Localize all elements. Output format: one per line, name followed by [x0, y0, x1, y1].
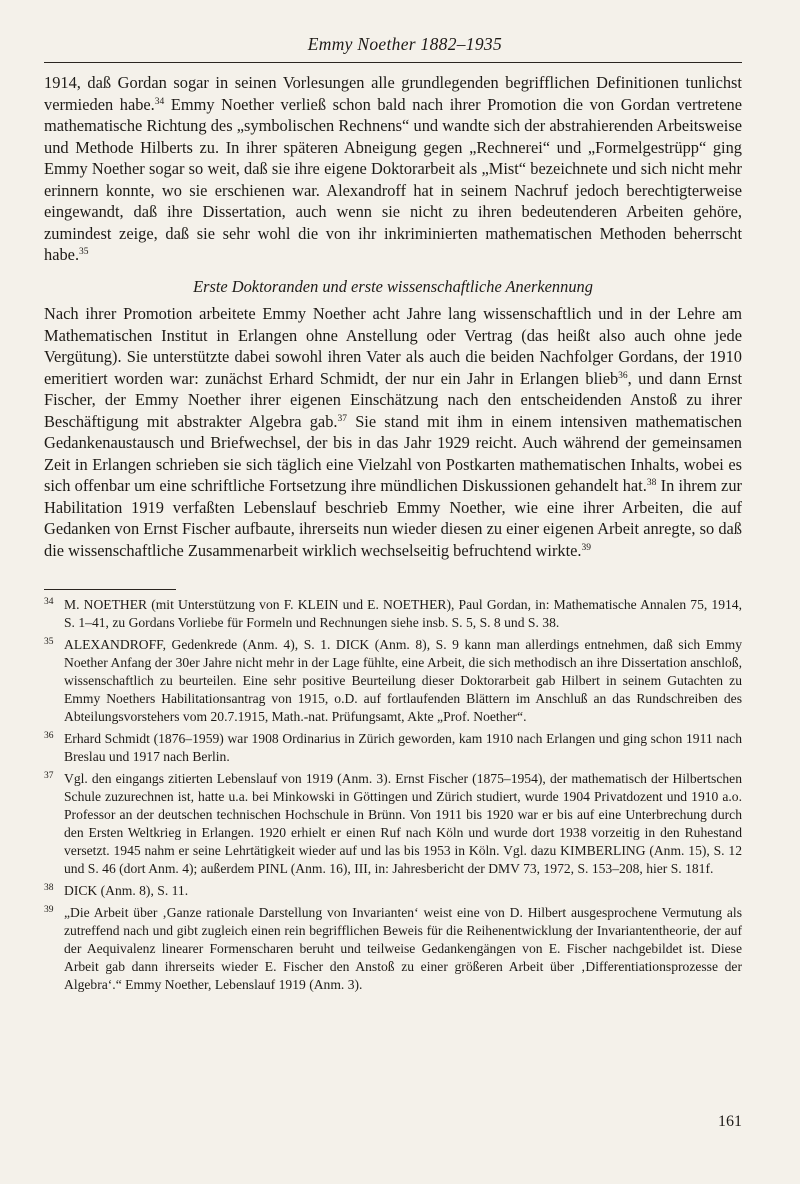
paragraph-text: , und dann Ernst Fischer, der Emmy Noether ihrer eigenen Einschätzung nach den entscheidenden Anstoß zu ihrer Beschäftigung mit abstrakter Algebra gab. — [44, 368, 742, 431]
page-number: 161 — [718, 1113, 742, 1130]
main-text — [44, 72, 742, 561]
footnote — [44, 730, 742, 766]
header-rule — [44, 62, 742, 63]
paragraph-text: Nach ihrer Promotion arbeitete Emmy Noether acht Jahre lang wissenschaftlich und in der Lehre am Mathematischen Institut in Erlangen ohne Anstellung oder Vertrag (das heißt also auch ohne jede Vergütung). Sie unterstützte dabei sowohl ihren Vater als auch die beiden Nachfolger Gordans, der 1910 emeritiert worden war: zunächst Erhard Schmidt, der nur ein Jahr in Erlangen blieb — [44, 304, 742, 388]
footnote-number: 34 — [44, 597, 54, 607]
footnote-ref[interactable]: 36 — [618, 370, 628, 381]
footnote — [44, 882, 742, 900]
footnote — [44, 770, 742, 878]
paragraph — [44, 72, 742, 266]
paragraph-text: Sie stand mit ihm in einem intensiven mathematischen Gedankenaustausch und Briefwechsel, der bis in das Jahr 1929 reicht. Auch während der gemeinsamen Zeit in Erlangen schrieben sie sich täglich eine Vielzahl von Postkarten mathematischen Inhalts, wobei es sich offenbar um eine schriftliche Fortsetzung ihre mündlichen Diskussionen gehandelt hat. — [44, 411, 742, 495]
footnote — [44, 596, 742, 632]
footnote — [44, 636, 742, 726]
footnote-text: DICK (Anm. 8), S. 11. — [64, 883, 189, 898]
section-heading: Erste Doktoranden und erste wissenschaftliche Anerkennung — [193, 276, 593, 296]
footnote-number: 35 — [44, 637, 54, 647]
footnote-number: 38 — [44, 883, 54, 893]
running-head — [44, 34, 742, 55]
paragraph-text: In ihrem zur Habilitation 1919 verfaßten Lebenslauf beschrieb Emmy Noether, wie eine ihrer Arbeiten, die auf Gedanken von Ernst Fischer aufbaute, ihrerseits nun wieder diesen zu einer eigenen Arbeit anregte, so daß die wissenschaftliche Zusammenarbeit wirklich wechselseitig befruchtend wirkte. — [44, 476, 742, 560]
footnote-ref[interactable]: 38 — [646, 478, 657, 488]
paragraph-text: 1914, daß Gordan sogar in seinen Vorlesungen alle grundlegenden begrifflichen Definitionen tunlichst vermieden habe. — [44, 73, 742, 114]
footnote-text: Vgl. den eingangs zitierten Lebenslauf von 1919 (Anm. 3). Ernst Fischer (1875–1954), der mathematisch der Hilbertschen Schule zuzurechnen ist, hatte u.a. bei Minkowski in Göttingen und Zürich studiert, wurde 1904 Privatdozent und 1910 a.o. Professor an der deutschen technischen Hochschule in Brünn. Von 1911 bis 1920 war er bis auf eine Unterbrechung durch den Ersten Weltkrieg in Erlangen. 1920 erhielt er einen Ruf nach Köln und wurde dort 1938 vorzeitig in den Ruhestand versetzt. 1945 nahm er seine Lehrtätigkeit wieder auf und las bis 1953 in Köln. Vgl. dazu KIMBERLING (Anm. 15), S. 12 und S. 46 (dort Anm. 4); außerdem PINL (Anm. 16), III, in: Jahresbericht der DMV 73, 1972, S. 153–208, hier S. 181f. — [64, 771, 742, 876]
footnotes — [44, 596, 742, 998]
footnote-ref[interactable]: 37 — [337, 413, 348, 424]
footnote-text: „Die Arbeit über ‚Ganze rationale Darstellung von Invarianten‘ weist eine von D. Hilbert ausgesprochene Vermutung als zutreffend nach und gibt zugleich einen rein begrifflichen Beweis für die Reihenentwicklung der Invariantentheorie, der auf der Aequivalenz linearer Formenscharen beruht und teilweise Gedankengängen von E. Fischer nachgebildet ist. Diese Arbeit gab dann ihrerseits wieder E. Fischer den Anstoß zu einer größeren Arbeit über ‚Differentiationsprozesse der Algebra‘.“ Emmy Noether, Lebenslauf 1919 (Anm. 3). — [64, 905, 742, 992]
footnote-text: Erhard Schmidt (1876–1959) war 1908 Ordinarius in Zürich geworden, kam 1910 nach Erlangen und ging schon 1911 nach Breslau und 1917 nach Berlin. — [64, 731, 742, 764]
running-head-title: Emmy Noether 1882–1935 — [307, 34, 502, 54]
footnote-ref[interactable]: 34 — [154, 96, 165, 107]
footnote-number: 37 — [44, 771, 54, 781]
footnote-ref[interactable]: 35 — [79, 247, 89, 257]
footnote-ref[interactable]: 39 — [581, 542, 592, 553]
footnote-rule — [44, 589, 176, 590]
footnote-number: 36 — [44, 731, 54, 741]
footnote-text: ALEXANDROFF, Gedenkrede (Anm. 4), S. 1. DICK (Anm. 8), S. 9 kann man allerdings entnehmen, daß sich Emmy Noether Anfang der 30er Jahre nicht mehr in der Lage fühlte, eine Arbeit, die sich methodisch an ihre Dissertation anschloß, wissenschaftlich zu beurteilen. Eine sehr positive Beurteilung dieser Doktorarbeit gab Hilbert in seinem Gutachten zu Emmy Noethers Habilitationsantrag von 1915, o.D. auf fortlaufenden Blättern im Anschluß an das Rundschreiben des Abteilungsvorstehers vom 20.7.1915, Math.-nat. Prüfungsamt, Akte „Prof. Noether“. — [64, 637, 742, 724]
footnote-number: 39 — [44, 905, 54, 915]
footnote-text: M. NOETHER (mit Unterstützung von F. KLEIN und E. NOETHER), Paul Gordan, in: Mathematische Annalen 75, 1914, S. 1–41, zu Gordans Vorliebe für Formeln und Rechnungen siehe insb. S. 5, S. 8 und S. 38. — [64, 597, 742, 630]
paragraph — [44, 303, 742, 561]
paragraph-text: Emmy Noether verließ schon bald nach ihrer Promotion die von Gordan vertretene mathematische Richtung des „symbolischen Rechnens“ und wandte sich der abstrahierenden Arbeitsweise und Methode Hilberts zu. In ihrer späteren Abneigung gegen „Rechnerei“ und „Formelgestrüpp“ ging Emmy Noether sogar so weit, daß sie ihre eigene Doktorarbeit als „Mist“ bezeichnete und sich nicht mehr erinnern konnte, wo sie erschienen war. Alexandroff hat in seinem Nachruf jedoch berechtigterweise eingewandt, daß ihre Dissertation, auch wenn sie nicht zu ihren bedeutenderen Arbeiten gehöre, zumindest zeige, daß sie sehr wohl die von ihr inkriminierten mathematischen Methoden beherrscht habe. — [44, 94, 742, 264]
footnote — [44, 904, 742, 994]
